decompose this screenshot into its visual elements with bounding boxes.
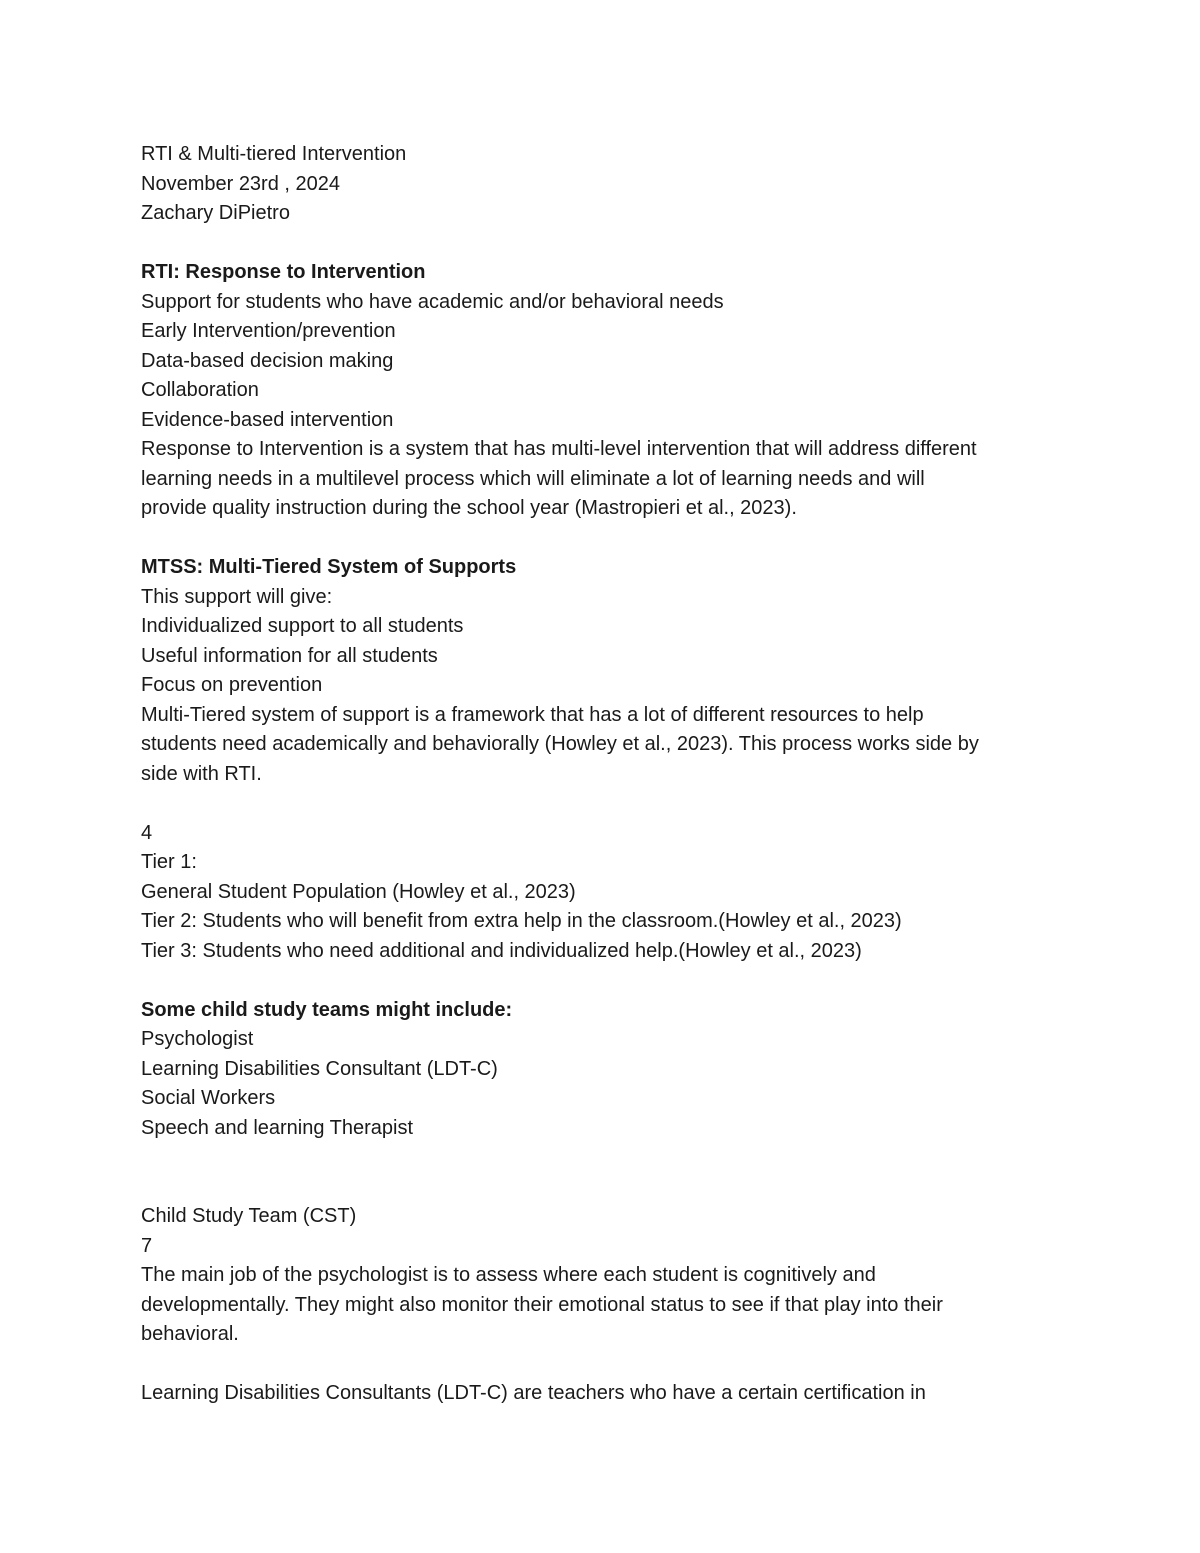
psychologist-paragraph-line: developmentally. They might also monitor their emotional status to see if that play into their bbox=[141, 1293, 943, 1316]
document-title: RTI & Multi-tiered Intervention bbox=[141, 143, 407, 165]
spacer bbox=[141, 789, 1061, 819]
tier1-text: General Student Population (Howley et al., 2023) bbox=[141, 880, 576, 903]
ldtc-paragraph-line: Learning Disabilities Consultants (LDT-C) are teachers who have a certain certification in bbox=[141, 1382, 926, 1404]
spacer bbox=[141, 524, 1061, 554]
spacer bbox=[141, 1143, 1061, 1173]
psychologist-paragraph-line: behavioral. bbox=[141, 1323, 239, 1345]
mtss-item: Individualized support to all students bbox=[141, 615, 464, 637]
mtss-paragraph-line: side with RTI. bbox=[141, 762, 262, 785]
mtss-intro: This support will give: bbox=[141, 585, 333, 608]
mtss-paragraph-line: students need academically and behaviorally (Howley et al., 2023). This process works side by bbox=[141, 733, 979, 755]
rti-paragraph-line: Response to Intervention is a system that has multi-level intervention that will address different bbox=[141, 438, 977, 460]
mtss-item: Focus on prevention bbox=[141, 674, 323, 696]
rti-heading: RTI: Response to Intervention bbox=[141, 261, 426, 283]
tier2-text: Tier 2: Students who will benefit from extra help in the classroom.(Howley et al., 2023) bbox=[141, 910, 902, 932]
rti-item: Support for students who have academic and/or behavioral needs bbox=[141, 290, 724, 313]
rti-item: Evidence-based intervention bbox=[141, 408, 394, 431]
spacer bbox=[141, 966, 1061, 996]
spacer bbox=[141, 229, 1061, 259]
cst-list-item: Speech and learning Therapist bbox=[141, 1116, 414, 1139]
cst-number: 7 bbox=[141, 1234, 153, 1257]
mtss-item: Useful information for all students bbox=[141, 644, 438, 667]
rti-paragraph-line: learning needs in a multilevel process which will eliminate a lot of learning needs and will bbox=[141, 467, 925, 490]
mtss-paragraph-line: Multi-Tiered system of support is a framework that has a lot of different resources to help bbox=[141, 703, 924, 726]
cst-list-item: Psychologist bbox=[141, 1028, 254, 1050]
cst-list-heading: Some child study teams might include: bbox=[141, 998, 513, 1021]
rti-item: Early Intervention/prevention bbox=[141, 320, 396, 342]
tiers-count: 4 bbox=[141, 821, 153, 844]
mtss-heading: MTSS: Multi-Tiered System of Supports bbox=[141, 556, 517, 578]
cst-list-item: Learning Disabilities Consultant (LDT-C) bbox=[141, 1057, 498, 1080]
rti-item: Data-based decision making bbox=[141, 349, 394, 372]
spacer bbox=[141, 1173, 1061, 1203]
rti-paragraph-line: provide quality instruction during the school year (Mastropieri et al., 2023). bbox=[141, 497, 797, 519]
tier1-label: Tier 1: bbox=[141, 851, 197, 873]
spacer bbox=[141, 1350, 1061, 1380]
tier3-text: Tier 3: Students who need additional and individualized help.(Howley et al., 2023) bbox=[141, 939, 862, 962]
document-page bbox=[141, 140, 1061, 1409]
document-date: November 23rd , 2024 bbox=[141, 172, 341, 195]
cst-list-item: Social Workers bbox=[141, 1087, 276, 1109]
document-author: Zachary DiPietro bbox=[141, 202, 290, 224]
psychologist-paragraph-line: The main job of the psychologist is to assess where each student is cognitively and bbox=[141, 1264, 876, 1286]
rti-item: Collaboration bbox=[141, 379, 259, 401]
cst-heading: Child Study Team (CST) bbox=[141, 1205, 357, 1227]
